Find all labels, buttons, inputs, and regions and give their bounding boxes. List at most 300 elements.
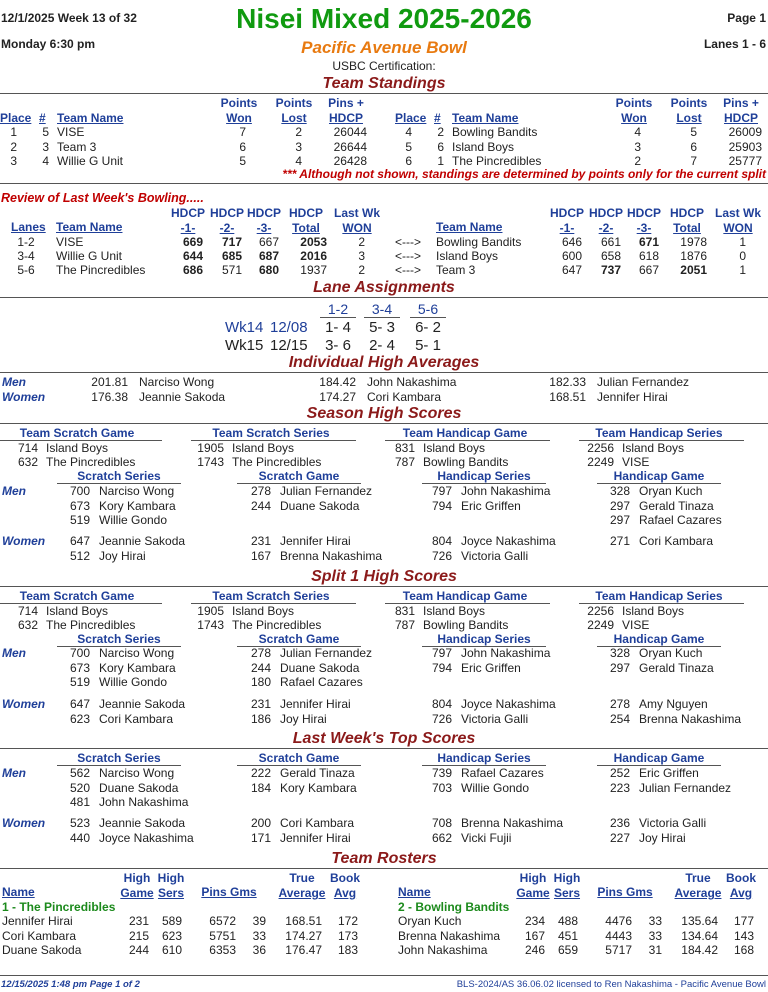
column-header: Lost: [676, 111, 702, 125]
bowler-name: Narciso Wong: [99, 646, 175, 660]
bowler-name: Willie Gondo: [99, 513, 168, 527]
score-value: 673: [69, 498, 90, 513]
week-date: 12/08: [270, 319, 308, 336]
column-header: Lost: [281, 111, 307, 125]
score-cell: 686: [182, 263, 203, 277]
team-name: Island Boys: [46, 604, 109, 618]
high-series: 659: [557, 943, 578, 957]
footer-printed: 12/15/2025 1:48 pm Page 1 of 2: [1, 979, 140, 990]
column-header: HDCP: [588, 206, 623, 220]
bowler-name: Willie Gondo: [99, 675, 168, 689]
bowler-name: Julian Fernandez: [280, 484, 373, 498]
pins-hdcp: 25777: [728, 154, 762, 168]
team-name: Bowling Bandits: [423, 455, 509, 469]
book-average: 143: [733, 928, 754, 943]
team-name: VISE: [57, 125, 85, 139]
team-name: Island Boys: [46, 441, 109, 455]
bowler-name: Rafael Cazares: [639, 513, 722, 527]
bowler-name: Oryan Kuch: [639, 484, 703, 498]
split-heading: Split 1 High Scores: [311, 568, 457, 585]
score-value: 1905: [197, 441, 224, 455]
score-value: 804: [431, 697, 452, 711]
score-cell: 644: [182, 249, 203, 263]
score-value: 222: [250, 766, 271, 780]
bowler-name: Brenna Nakashima: [461, 816, 564, 830]
season-heading: Season High Scores: [306, 405, 462, 422]
bowler-name: Brenna Nakashima: [280, 548, 383, 563]
score-cell: 680: [258, 263, 279, 277]
column-header: HDCP: [328, 111, 363, 125]
score-value: 647: [69, 697, 90, 711]
rosters-heading: Team Rosters: [331, 850, 437, 867]
standing-place: 2: [10, 139, 17, 154]
bowler-name: Jeannie Sakoda: [99, 534, 186, 548]
score-value: 297: [609, 660, 630, 675]
column-header: Pins +: [328, 96, 364, 110]
column-header: HDCP: [723, 111, 758, 125]
score-cell: 3: [358, 249, 365, 263]
category-header: Team Scratch Series: [212, 589, 330, 603]
score-value: 519: [69, 675, 90, 689]
score-value: 647: [69, 534, 90, 548]
points-won: 6: [239, 139, 246, 154]
team-name: Team 3: [57, 139, 97, 154]
high-series: 610: [161, 943, 182, 957]
points-lost: 7: [690, 154, 697, 168]
category-header: Team Scratch Game: [19, 426, 135, 440]
bowler-name: Jeannie Sakoda: [99, 697, 186, 711]
standing-place: 4: [405, 125, 412, 139]
underline-rule: [410, 317, 446, 318]
lane-pair-header: 5-6: [417, 301, 439, 317]
column-header: -2-: [219, 221, 235, 235]
footer-license: BLS-2024/AS 36.06.02 licensed to Ren Nakashima - Pacific Avenue Bowl: [456, 979, 766, 990]
column-header: Last Wk: [714, 206, 761, 220]
bowler-name: Eric Griffen: [461, 498, 521, 513]
points-won: 3: [634, 139, 641, 154]
high-series: 623: [161, 928, 182, 943]
high-game: 234: [524, 914, 545, 928]
true-average: 184.42: [681, 943, 718, 957]
score-value: 271: [609, 534, 630, 548]
score-value: 167: [250, 548, 271, 563]
column-header: Pins +: [723, 96, 759, 110]
score-cell: 1978: [680, 235, 707, 249]
bowler-name: Gerald Tinaza: [639, 660, 714, 675]
score-value: 252: [609, 766, 630, 780]
team-name: Island Boys: [452, 139, 515, 154]
score-value: 1743: [197, 455, 224, 469]
score-value: 726: [431, 711, 452, 726]
score-cell: 669: [182, 235, 203, 249]
average-value: 201.81: [91, 375, 128, 389]
score-value: 797: [431, 646, 452, 660]
men-label: Men: [2, 484, 26, 498]
games-played: 33: [648, 928, 662, 943]
men-label: Men: [2, 646, 26, 660]
bowler-name: Gerald Tinaza: [280, 766, 355, 780]
score-value: 2256: [587, 604, 614, 618]
versus-arrow: <--->: [394, 263, 421, 277]
score-cell: 1: [739, 235, 746, 249]
score-value: 708: [431, 816, 452, 830]
book-average: 177: [733, 914, 754, 928]
women-label: Women: [2, 534, 46, 548]
score-cell: 571: [221, 263, 242, 277]
column-header: HDCP: [549, 206, 584, 220]
women-label: Women: [2, 390, 46, 404]
column-header: -2-: [598, 221, 614, 235]
lane-matchup: 5- 3: [369, 319, 395, 336]
column-header: HDCP: [209, 206, 244, 220]
score-value: 236: [609, 816, 630, 830]
lane-pair-header: 1-2: [327, 301, 349, 317]
column-header: True: [685, 871, 711, 885]
column-header: Team Name: [452, 111, 519, 125]
team-name: VISE: [622, 618, 650, 632]
week-label: Wk15: [225, 337, 264, 354]
team-number: 5: [42, 125, 49, 139]
bowler-name: Eric Griffen: [639, 766, 699, 780]
high-game: 244: [128, 943, 149, 957]
bowler-name: Kory Kambara: [280, 780, 357, 795]
score-value: 523: [69, 816, 90, 830]
column-header: Team Name: [436, 220, 503, 234]
standing-place: 1: [10, 125, 17, 139]
team-name: The Pincredibles: [46, 618, 136, 632]
average-value: 184.42: [319, 375, 356, 389]
total-pins: 4443: [605, 928, 632, 943]
score-cell: 658: [600, 249, 621, 263]
games-played: 33: [648, 914, 662, 928]
high-game: 231: [128, 914, 149, 928]
score-value: 244: [250, 498, 271, 513]
score-value: 632: [17, 618, 38, 632]
column-header: True: [289, 871, 315, 885]
team-name: Island Boys: [423, 441, 486, 455]
bowler-name: Joyce Nakashima: [461, 534, 556, 548]
bowler-name: Jeannie Sakoda: [99, 816, 186, 830]
score-value: 171: [250, 830, 271, 845]
bowler-name: Joyce Nakashima: [461, 697, 556, 711]
category-header: Scratch Game: [258, 469, 340, 483]
bowling-center: Pacific Avenue Bowl: [301, 38, 467, 57]
bowler-name: Kory Kambara: [99, 498, 176, 513]
standing-place: 6: [405, 154, 412, 168]
column-header: #: [434, 111, 441, 125]
true-average: 174.27: [285, 928, 322, 943]
column-header: Avg: [729, 886, 753, 900]
column-header: HDCP: [288, 206, 323, 220]
book-average: 183: [337, 943, 358, 957]
high-game: 167: [524, 928, 545, 943]
standings-heading: Team Standings: [322, 75, 446, 92]
category-header: Scratch Series: [77, 632, 161, 646]
underline-rule: [320, 317, 356, 318]
day-time: Monday 6:30 pm: [1, 37, 96, 51]
column-header: #: [39, 111, 46, 125]
category-header: Team Scratch Game: [19, 589, 135, 603]
score-value: 180: [250, 675, 271, 689]
score-cell: 1937: [300, 263, 327, 277]
score-cell: 1: [739, 263, 746, 277]
column-header: Points: [275, 96, 313, 110]
category-header: Scratch Series: [77, 751, 161, 765]
category-header: Team Scratch Series: [212, 426, 330, 440]
category-header: Handicap Series: [437, 469, 531, 483]
team-name: Bowling Bandits: [452, 125, 538, 139]
lane-pair: 5-6: [17, 263, 35, 277]
category-header: Scratch Game: [258, 632, 340, 646]
category-header: Scratch Game: [258, 751, 340, 765]
bowler-name: Jennifer Hirai: [2, 914, 73, 928]
score-value: 831: [394, 604, 415, 618]
average-value: 174.27: [319, 390, 356, 404]
column-header: Total: [673, 221, 701, 235]
lane-matchup: 2- 4: [369, 337, 395, 354]
team-name: Island Boys: [622, 441, 685, 455]
score-cell: 600: [561, 249, 582, 263]
score-cell: 2: [358, 263, 365, 277]
score-value: 797: [431, 484, 452, 498]
score-value: 186: [250, 711, 271, 726]
lanes-range: Lanes 1 - 6: [703, 37, 766, 51]
bowler-name: Joy Hirai: [99, 548, 146, 563]
team-name: Team 3: [436, 263, 476, 277]
score-cell: 667: [258, 235, 279, 249]
score-value: 231: [250, 697, 271, 711]
team-name: Island Boys: [622, 604, 685, 618]
score-cell: 1876: [680, 249, 707, 263]
team-name: Bowling Bandits: [423, 618, 509, 632]
true-average: 176.47: [285, 943, 322, 957]
bowler-name: Victoria Galli: [461, 711, 529, 726]
book-average: 168: [733, 943, 754, 957]
week-date: 12/15: [270, 337, 308, 354]
versus-arrow: <--->: [394, 235, 421, 249]
bowler-name: John Nakashima: [99, 795, 189, 809]
score-cell: 646: [561, 235, 582, 249]
bowler-name: John Nakashima: [398, 943, 488, 957]
column-header: Book: [726, 871, 756, 885]
score-cell: 2016: [300, 249, 327, 263]
score-value: 227: [609, 830, 630, 845]
standings-note: *** Although not shown, standings are determined by points only for the current split: [282, 167, 766, 181]
true-average: 135.64: [681, 914, 718, 928]
column-header: HDCP: [246, 206, 281, 220]
score-value: 714: [17, 441, 38, 455]
points-lost: 3: [295, 139, 302, 154]
team-name: Island Boys: [436, 249, 499, 263]
score-value: 2249: [587, 455, 614, 469]
bowler-name: Brenna Nakashima: [639, 711, 742, 726]
league-title: Nisei Mixed 2025-2026: [236, 3, 532, 34]
averages-heading: Individual High Averages: [288, 354, 480, 371]
score-value: 297: [609, 513, 630, 527]
score-value: 726: [431, 548, 452, 563]
bowler-name: Jennifer Hirai: [280, 697, 351, 711]
total-pins: 6572: [209, 914, 236, 928]
bowler-name: Willie Gondo: [461, 780, 530, 795]
lane-matchup: 6- 2: [415, 319, 441, 336]
column-header: Average: [278, 886, 326, 900]
usbc-certification: USBC Certification:: [332, 59, 436, 73]
standing-place: 3: [10, 154, 17, 168]
high-game: 215: [128, 928, 149, 943]
score-cell: 618: [638, 249, 659, 263]
lane-matchup: 5- 1: [415, 337, 441, 354]
book-average: 173: [337, 928, 358, 943]
score-value: 562: [69, 766, 90, 780]
column-header: Team Name: [57, 111, 124, 125]
category-header: Handicap Game: [613, 632, 705, 646]
column-header: Points: [220, 96, 258, 110]
bowler-name: Kory Kambara: [99, 660, 176, 675]
bowler-name: Jennifer Hirai: [280, 534, 351, 548]
lane-matchup: 1- 4: [325, 319, 351, 336]
pins-hdcp: 26009: [728, 125, 762, 139]
team-name: VISE: [56, 235, 84, 249]
score-value: 804: [431, 534, 452, 548]
team-number: 1: [437, 154, 444, 168]
score-value: 278: [609, 697, 630, 711]
column-header: High: [123, 871, 151, 885]
score-value: 794: [431, 498, 452, 513]
bowler-name: Cori Kambara: [99, 711, 174, 726]
points-won: 7: [239, 125, 246, 139]
column-header: Place: [395, 111, 427, 125]
team-name: Island Boys: [232, 604, 295, 618]
score-value: 278: [250, 646, 271, 660]
team-name: Island Boys: [232, 441, 295, 455]
bowler-name: Joy Hirai: [639, 830, 686, 845]
points-won: 5: [239, 154, 246, 168]
bowler-name: Cori Kambara: [639, 534, 714, 548]
total-pins: 6353: [209, 943, 236, 957]
column-header: Sers: [157, 886, 185, 900]
team-name: The Pincredibles: [46, 455, 136, 469]
bowler-name: Julian Fernandez: [639, 780, 732, 795]
roster-team-title: 1 - The Pincredibles: [2, 900, 116, 914]
score-value: 328: [609, 646, 630, 660]
high-series: 451: [557, 928, 578, 943]
score-cell: 647: [561, 263, 582, 277]
column-header: Points: [615, 96, 653, 110]
bowler-name: Duane Sakoda: [2, 943, 82, 957]
category-header: Team Handicap Series: [595, 426, 723, 440]
bowler-name: Narciso Wong: [99, 766, 175, 780]
true-average: 134.64: [681, 928, 718, 943]
bowler-name: Cori Kambara: [367, 390, 442, 404]
score-value: 223: [609, 780, 630, 795]
team-number: 2: [437, 125, 444, 139]
score-value: 700: [69, 646, 90, 660]
score-value: 519: [69, 513, 90, 527]
bowler-name: Duane Sakoda: [99, 780, 179, 795]
column-header: Last Wk: [333, 206, 380, 220]
score-cell: 2: [358, 235, 365, 249]
page-number: Page 1: [727, 11, 766, 25]
women-label: Women: [2, 816, 46, 830]
team-name: The Pincredibles: [232, 455, 322, 469]
category-header: Handicap Series: [437, 751, 531, 765]
men-label: Men: [2, 375, 26, 389]
bowler-name: Joy Hirai: [280, 711, 327, 726]
bowler-name: Gerald Tinaza: [639, 498, 714, 513]
score-value: 632: [17, 455, 38, 469]
column-header: HDCP: [669, 206, 704, 220]
review-heading: Review of Last Week's Bowling.....: [1, 191, 204, 205]
date-week: 12/1/2025 Week 13 of 32: [1, 11, 137, 25]
true-average: 168.51: [285, 914, 322, 928]
category-header: Handicap Game: [613, 469, 705, 483]
bowler-name: Amy Nguyen: [639, 697, 708, 711]
bowler-name: Rafael Cazares: [280, 675, 363, 689]
score-value: 831: [394, 441, 415, 455]
score-value: 512: [69, 548, 90, 563]
column-header: Name: [398, 885, 431, 899]
score-cell: 2053: [300, 235, 327, 249]
bowler-name: Narciso Wong: [139, 375, 215, 389]
column-header: Points: [670, 96, 708, 110]
points-lost: 6: [690, 139, 697, 154]
score-cell: 671: [638, 235, 659, 249]
high-series: 488: [557, 914, 578, 928]
score-cell: 661: [600, 235, 621, 249]
bowler-name: John Nakashima: [461, 646, 551, 660]
score-value: 200: [250, 816, 271, 830]
score-value: 328: [609, 484, 630, 498]
score-value: 231: [250, 534, 271, 548]
column-header: WON: [342, 221, 372, 235]
bowler-name: Jennifer Hirai: [280, 830, 351, 845]
score-value: 184: [250, 780, 271, 795]
total-pins: 5751: [209, 928, 236, 943]
games-played: 36: [252, 943, 266, 957]
column-header: Won: [226, 111, 252, 125]
bowler-name: Julian Fernandez: [597, 375, 690, 389]
games-played: 33: [252, 928, 266, 943]
points-lost: 4: [295, 154, 302, 168]
bowler-name: Julian Fernandez: [280, 646, 373, 660]
score-cell: 685: [221, 249, 242, 263]
team-name: Bowling Bandits: [436, 235, 522, 249]
score-value: 2256: [587, 441, 614, 455]
versus-arrow: <--->: [394, 249, 421, 263]
score-cell: 2051: [680, 263, 707, 277]
book-average: 172: [337, 914, 358, 928]
bowler-name: Rafael Cazares: [461, 766, 544, 780]
column-header: High: [519, 871, 547, 885]
column-header: Name: [2, 885, 35, 899]
column-header: Team Name: [56, 220, 123, 234]
points-lost: 5: [690, 125, 697, 139]
bowler-name: Jeannie Sakoda: [139, 390, 226, 404]
pins-hdcp: 26644: [333, 139, 367, 154]
column-header: High: [157, 871, 185, 885]
category-header: Handicap Series: [437, 632, 531, 646]
points-won: 2: [634, 154, 641, 168]
bowler-name: Brenna Nakashima: [398, 928, 501, 943]
category-header: Handicap Game: [613, 751, 705, 765]
team-name: The Pincredibles: [56, 263, 146, 277]
bowler-name: Eric Griffen: [461, 660, 521, 675]
score-value: 481: [69, 795, 90, 809]
total-pins: 5717: [605, 943, 632, 957]
lastweek-heading: Last Week's Top Scores: [292, 730, 476, 747]
team-name: The Pincredibles: [232, 618, 322, 632]
bowler-name: Cori Kambara: [2, 928, 77, 943]
